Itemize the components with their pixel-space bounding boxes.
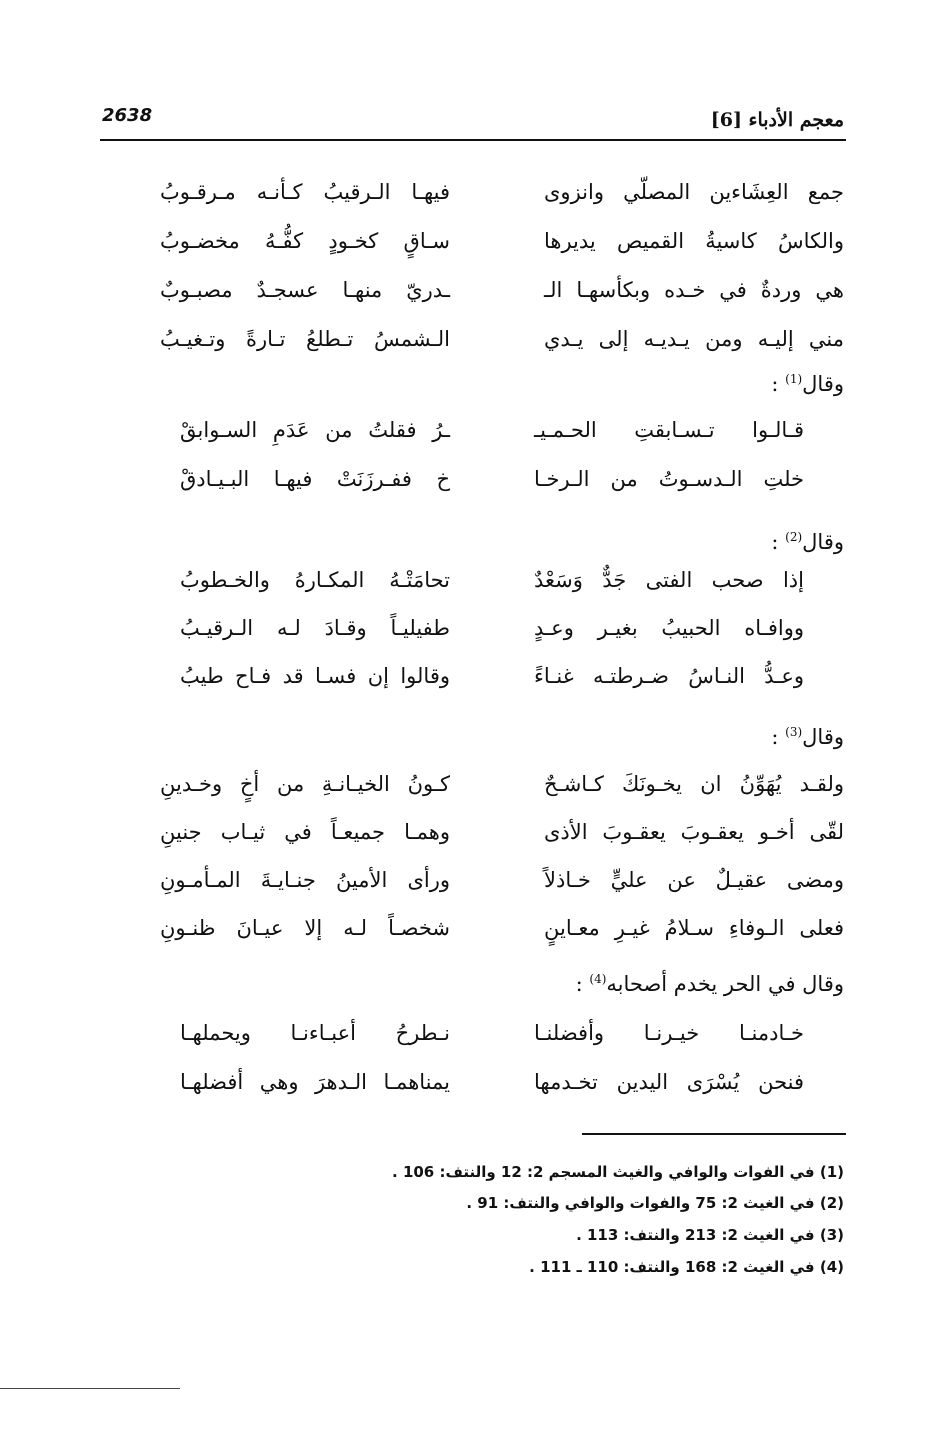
poem-intro: [576, 972, 844, 996]
footnote-marker: (3): [785, 725, 803, 739]
verse-second-hemistich: تحامَتْـهُ المكـارهُ والخـطوبُ: [180, 568, 450, 592]
verse-line: [130, 568, 844, 608]
verse-line: [130, 418, 844, 458]
intro-text: وقال: [802, 372, 844, 396]
verse-first-hemistich: مني إليـه ومن يـديـه إلى يـدي: [544, 327, 844, 351]
intro-colon: :: [575, 972, 590, 996]
intro-colon: :: [771, 530, 786, 554]
header-rule: [100, 139, 846, 141]
verse-line: [130, 180, 844, 220]
verse-first-hemistich: فعلى الـوفاءِ سـلامُ غيـرِ معـاينٍ: [544, 916, 844, 940]
verse-second-hemistich: الـشمسُ تـطلعُ تـارةً وتـغيـبُ: [160, 327, 450, 351]
verse-line: [130, 772, 844, 812]
footnote-separator: [582, 1133, 846, 1135]
verse-line: [130, 1070, 844, 1110]
verse-first-hemistich: والكاسُ كاسيةُ القميص يديرها: [544, 229, 844, 253]
verse-first-hemistich: إذا صحب الفتى جَدٌّ وَسَعْدٌ: [534, 568, 804, 592]
verse-first-hemistich: ومضى عقيـلٌ عن عليٍّ خـاذلاً: [544, 868, 844, 892]
verse-second-hemistich: ـرُ فقلتُ من عَدَمِ السـوابقْ: [180, 418, 450, 442]
verse-line: [130, 616, 844, 656]
page-number: 2638: [102, 105, 153, 126]
footnote-3: (3) في الغيث 2: 213 والنتف: 113 .: [576, 1226, 844, 1244]
footnote-marker: (4): [589, 972, 607, 986]
verse-second-hemistich: فيهـا الـرقيبُ كـأنـه مـرقـوبُ: [160, 180, 450, 204]
verse-line: [130, 664, 844, 704]
poem-intro: [771, 725, 844, 749]
verse-second-hemistich: يمناهمـا الـدهرَ وهي أفضلهـا: [180, 1070, 450, 1094]
verse-first-hemistich: خـادمنـا خيـرنـا وأفضلنـا: [534, 1021, 804, 1045]
intro-text: وقال: [802, 530, 844, 554]
intro-colon: :: [771, 372, 786, 396]
verse-first-hemistich: ولقـد يُهَوِّنُ ان يخـونَكَ كـاشـحٌ: [544, 772, 844, 796]
footnote-2: (2) في الغيث 2: 75 والفوات والوافي والنتف: 91 .: [466, 1194, 844, 1212]
footnote-1: (1) في الفوات والوافي والغيث المسجم 2: 12 والنتف: 106 .: [392, 1163, 844, 1181]
footnote-marker: (2): [785, 530, 803, 544]
intro-colon: :: [771, 725, 786, 749]
verse-first-hemistich: قـالـوا تـسـابقتِ الحـمـيـ: [534, 418, 804, 442]
verse-line: [130, 327, 844, 367]
verse-line: [130, 278, 844, 318]
verse-line: [130, 467, 844, 507]
verse-line: [130, 916, 844, 956]
verse-first-hemistich: ووافـاه الحبيبُ بغيـر وعـدٍ: [534, 616, 804, 640]
verse-line: [130, 868, 844, 908]
verse-second-hemistich: شخصـاً لـه إلا عيـانَ ظنـونِ: [160, 916, 450, 940]
verse-line: [130, 229, 844, 269]
verse-first-hemistich: خلتِ الـدسـوتُ من الـرخـا: [534, 467, 804, 491]
footnote-marker: (1): [785, 372, 803, 386]
verse-first-hemistich: وعـدُّ النـاسُ ضـرطتـه غنـاءً: [534, 664, 804, 688]
poem-intro: [771, 530, 844, 554]
poem-intro: [771, 372, 844, 396]
verse-first-hemistich: هي وردةٌ في خـده وبكأسهـا الـ: [544, 278, 844, 302]
footnote-4: (4) في الغيث 2: 168 والنتف: 110 ـ 111 .: [529, 1258, 844, 1276]
verse-second-hemistich: خ ففـرزَنَتْ فيهـا البـيـادقْ: [180, 467, 450, 491]
verse-second-hemistich: وقالوا إن فسـا قد فـاح طيبُ: [180, 664, 450, 688]
verse-second-hemistich: ـدريّ منهـا عسجـدٌ مصبـوبٌ: [160, 278, 450, 302]
verse-second-hemistich: ورأى الأمينُ جنـايـةَ المـأمـونِ: [160, 868, 450, 892]
scan-edge-line: [0, 1388, 180, 1389]
verse-first-hemistich: لقّى أخـو يعقـوبَ يعقـوبَ الأذى: [544, 820, 844, 844]
verse-second-hemistich: نـطرحُ أعبـاءنـا ويحملهـا: [180, 1021, 450, 1045]
verse-first-hemistich: جمع العِشَاءين المصلّي وانزوى: [544, 180, 844, 204]
verse-second-hemistich: سـاقٍ كخـودٍ كفُّـهُ مخضـوبُ: [160, 229, 450, 253]
verse-second-hemistich: طفيليـاً وقـادَ لـه الـرقيـبُ: [180, 616, 450, 640]
verse-second-hemistich: وهمـا جميعـاً في ثيـاب جنينِ: [160, 820, 450, 844]
intro-text: وقال: [802, 725, 844, 749]
verse-line: [130, 820, 844, 860]
verse-first-hemistich: فنحن يُسْرَى اليدين تخـدمها: [534, 1070, 804, 1094]
verse-second-hemistich: كـونُ الخيـانـةِ من أخٍ وخـدينِ: [160, 772, 450, 796]
running-header-title: معجم الأدباء [6]: [710, 109, 844, 131]
intro-text: وقال في الحر يخدم أصحابه: [606, 972, 844, 996]
verse-line: [130, 1021, 844, 1061]
